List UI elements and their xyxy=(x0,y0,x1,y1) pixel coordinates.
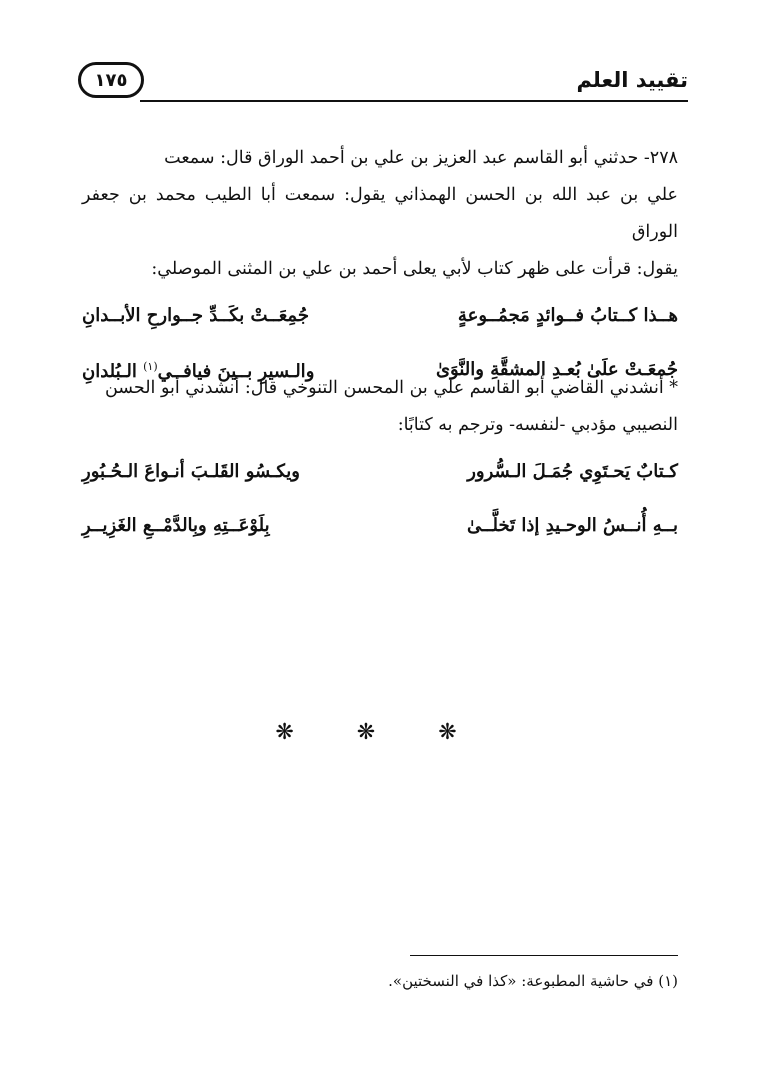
paragraph-line: النصيبي مؤدبي -لنفسه- وترجم به كتابًا: xyxy=(397,415,678,435)
section-tanukhi xyxy=(82,370,678,552)
footnote: (١) في حاشية المطبوعة: «كذا في النسختين». xyxy=(388,972,678,990)
verse-second-hemistich-head: والـسيرِ بــينَ فيافــي xyxy=(157,361,315,382)
paragraph-line: علي بن عبد الله بن الحسن الهمذاني يقول: سمعت أبا الطيب محمد بن جعفر الوراق xyxy=(82,185,678,242)
section-278 xyxy=(82,140,678,396)
running-title: تقييد العلم xyxy=(576,68,688,92)
section-separator: ❋ ❋ ❋ xyxy=(275,720,485,745)
header-rule xyxy=(140,100,688,102)
verse-second-hemistich: ويكـسُو القَلـبَ أنـواعَ الـحُـبُورِ xyxy=(82,460,300,482)
page-header xyxy=(78,62,688,102)
verse-second-hemistich-tail: الـبُلدانِ xyxy=(82,361,144,382)
paragraph-line: * أنشدني القاضي أبو القاسم علي بن المحسن التنوخي قال: أنشدني أبو الحسن xyxy=(104,378,678,398)
verse-first-hemistich: بــهِ أُنــسُ الوحـيدِ إذا تَخلَّــىٰ xyxy=(467,514,678,536)
footnote-reference: (١) xyxy=(143,360,158,373)
page-number-badge xyxy=(78,62,144,98)
verse-second-hemistich: جُمِعَــتْ بكَــدِّ جــوارحِ الأبــدانِ xyxy=(82,304,309,326)
verse-second-hemistich: بِلَوْعَــتِهِ وبِالدَّمْــعِ الغَزِيــرِ xyxy=(82,514,270,536)
verse-line xyxy=(82,288,678,342)
paragraph-line: يقول: قرأت على ظهر كتاب لأبي يعلى أحمد بن علي بن المثنى الموصلي: xyxy=(151,259,678,279)
verse-line xyxy=(82,498,678,552)
paragraph-line: ٢٧٨- حدثني أبو القاسم عبد العزيز بن علي بن أحمد الوراق قال: سمعت xyxy=(164,148,678,168)
footnote-rule xyxy=(410,955,678,956)
page-number: ١٧٥ xyxy=(94,69,128,91)
verse-line xyxy=(82,444,678,498)
verse-first-hemistich: كـتابٌ يَحـتَوِي جُمَـلَ الـسُّرور xyxy=(467,460,678,482)
verse-first-hemistich: جُمعَـتْ علَىٰ بُعـدِ المشقَّةِ والنَّوَىٰ xyxy=(435,358,678,380)
verse-first-hemistich: هــذا كــتابُ فــوائدٍ مَجمُــوعةٍ xyxy=(457,304,678,326)
